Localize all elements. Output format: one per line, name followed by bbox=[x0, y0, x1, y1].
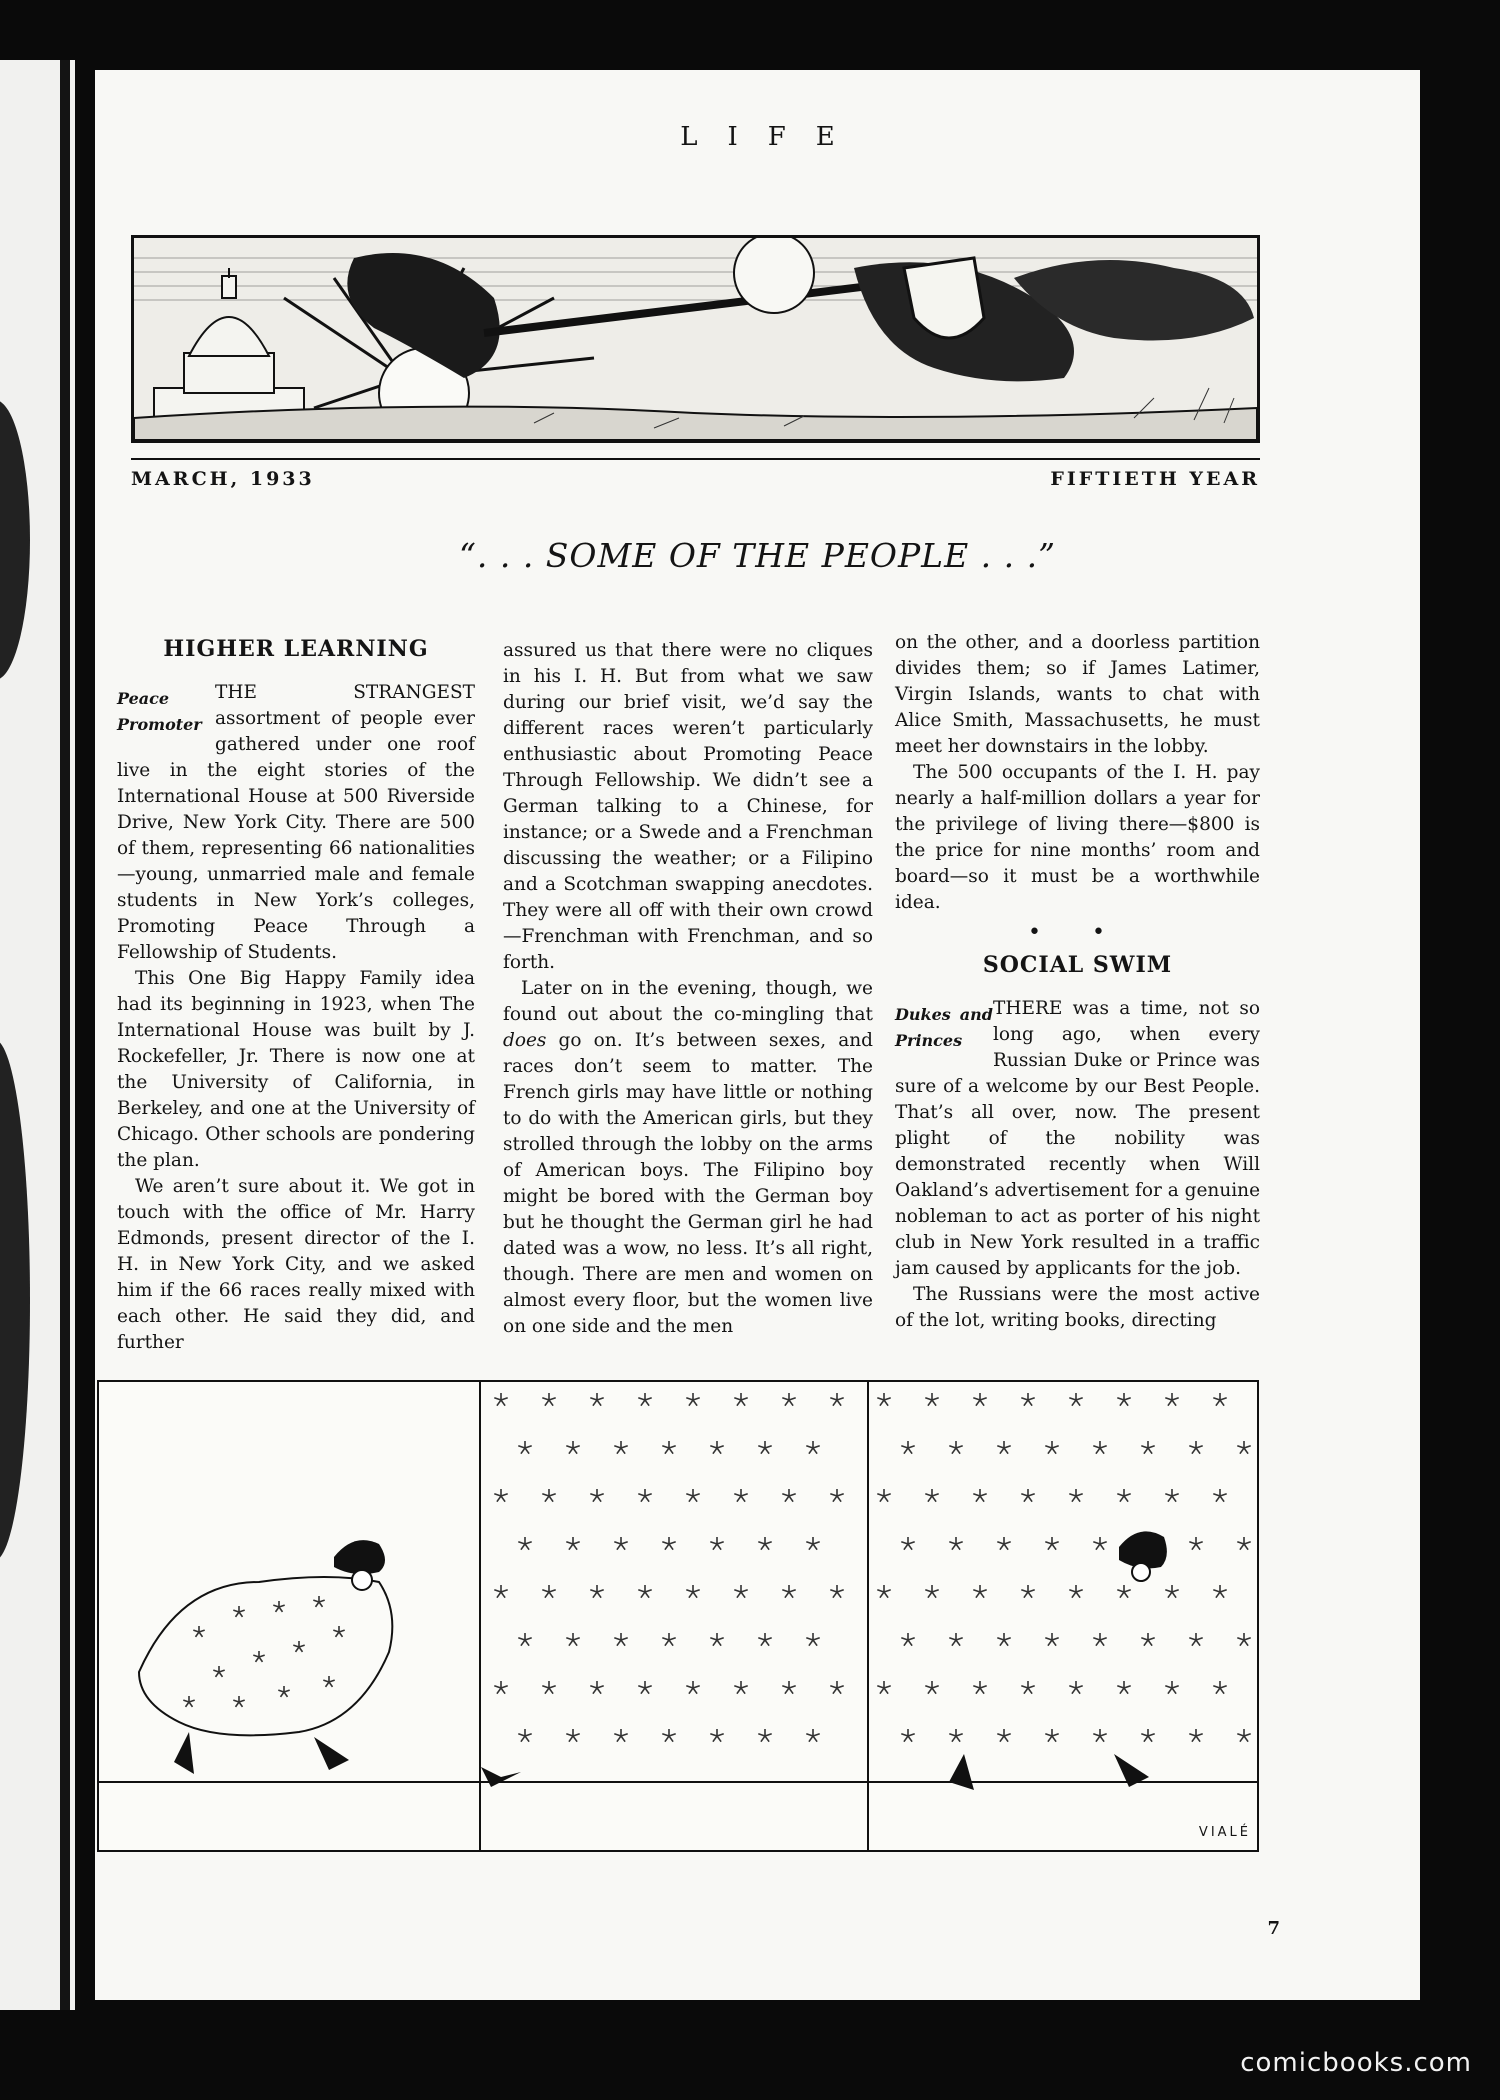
star-pattern-mark bbox=[518, 1537, 531, 1550]
star-pattern-mark bbox=[590, 1393, 603, 1406]
star-pattern-mark bbox=[901, 1633, 914, 1646]
page-gutter bbox=[60, 60, 70, 2010]
star-pattern-mark bbox=[1213, 1585, 1226, 1598]
star-pattern-mark bbox=[566, 1537, 579, 1550]
star-pattern-mark bbox=[614, 1441, 627, 1454]
text-column-2 bbox=[503, 638, 873, 1340]
star-pattern-mark bbox=[1189, 1729, 1202, 1742]
shoes bbox=[949, 1754, 1149, 1790]
star-pattern-mark bbox=[782, 1489, 795, 1502]
face bbox=[352, 1570, 372, 1590]
woman-figure bbox=[139, 1577, 392, 1735]
star-pattern-mark bbox=[830, 1393, 843, 1406]
cartoon-panel-2 bbox=[481, 1382, 869, 1850]
star-pattern-mark bbox=[686, 1393, 699, 1406]
star-pattern-mark bbox=[1213, 1681, 1226, 1694]
star-pattern-mark bbox=[1021, 1393, 1034, 1406]
star-pattern-mark bbox=[590, 1681, 603, 1694]
dateline bbox=[131, 458, 1260, 490]
star-pattern-mark bbox=[1189, 1633, 1202, 1646]
watermark: comicbooks.com bbox=[1240, 2048, 1472, 2078]
shoe bbox=[481, 1767, 521, 1787]
star-pattern-mark bbox=[494, 1393, 507, 1406]
star-pattern-mark bbox=[1141, 1729, 1154, 1742]
star-pattern-mark bbox=[590, 1585, 603, 1598]
star-pattern-mark bbox=[638, 1681, 651, 1694]
star-pattern-mark bbox=[710, 1537, 723, 1550]
star-pattern-mark bbox=[925, 1393, 938, 1406]
star-pattern bbox=[877, 1393, 1250, 1742]
page-number: 7 bbox=[1267, 1918, 1280, 1939]
star-pattern-mark bbox=[1117, 1585, 1130, 1598]
star-pattern-mark bbox=[782, 1585, 795, 1598]
star-pattern-mark bbox=[686, 1585, 699, 1598]
star-pattern-mark bbox=[830, 1585, 843, 1598]
star-pattern-mark bbox=[997, 1441, 1010, 1454]
star-pattern-mark bbox=[949, 1441, 962, 1454]
star-pattern-mark bbox=[566, 1633, 579, 1646]
paragraph: on the other, and a doorless partition divides them; so if James Latimer, Virgin Islands, wants to chat with Alice Smith, Massachusetts, he must meet her downstairs in the lobby. bbox=[895, 632, 1260, 757]
star-pattern-mark bbox=[1165, 1585, 1178, 1598]
star-pattern-mark bbox=[997, 1729, 1010, 1742]
section2-lead-text: THERE was a time, not so long ago, when every Russian Duke or Prince was sure of a welcome by our Best People. That’s all over, now. The present plight of the nobility was demonstrated recently when Will Oakland’s advertisement for a genuine nobleman to act as porter of his night club in New York resulted in a traffic jam caused by applicants for the job. bbox=[895, 998, 1261, 1279]
star-pattern-mark bbox=[1069, 1489, 1082, 1502]
shoes bbox=[174, 1732, 349, 1774]
star-pattern-mark bbox=[1093, 1441, 1106, 1454]
star-pattern-mark bbox=[1045, 1441, 1058, 1454]
star-pattern-mark bbox=[494, 1489, 507, 1502]
star-pattern-mark bbox=[1141, 1441, 1154, 1454]
star-pattern-mark bbox=[806, 1633, 819, 1646]
paragraph: assured us that there were no cliques in his I. H. But from what we saw during our brief visit, we’d say the different races weren’t particularly enthusiastic about Promoting Peace Through Fellowship. We didn’t see a German talking to a Chinese, for instance; or a Swede and a Frenchman discussing the weather; or a Filipino and a Scotchman swapping anecdotes. They were all off with their own crowd—Frenchman with Frenchman, and so forth. bbox=[503, 640, 873, 973]
section2-lead-paragraph bbox=[895, 996, 1260, 1282]
star-pattern-mark bbox=[1165, 1681, 1178, 1694]
star-pattern-mark bbox=[1069, 1393, 1082, 1406]
star-pattern-mark bbox=[830, 1489, 843, 1502]
star-pattern-mark bbox=[518, 1633, 531, 1646]
sidenote-dukes-and-princes: Dukes and Princes bbox=[895, 1005, 993, 1050]
cartoon-strip bbox=[97, 1380, 1259, 1852]
star-pattern bbox=[494, 1393, 843, 1742]
issue-date: MARCH, 1933 bbox=[131, 468, 315, 490]
paragraph-text: go on. It’s between sexes, and races don’t seem to matter. The French girls may have little or nothing to do with the American girls, but they strolled through the lobby on the arms of American boys. The Filipino boy might be bored with the German boy but he thought the German girl he had dated was a wow, no less. It’s all right, though. There are men and women on almost every floor, but the women live on one side and the men bbox=[503, 1030, 873, 1337]
star-pattern-mark bbox=[566, 1729, 579, 1742]
hat bbox=[334, 1540, 385, 1574]
star-pattern-mark bbox=[1093, 1633, 1106, 1646]
section-separator: • • bbox=[1028, 920, 1127, 945]
star-pattern-mark bbox=[542, 1489, 555, 1502]
star-pattern-mark bbox=[901, 1729, 914, 1742]
star-pattern-mark bbox=[566, 1441, 579, 1454]
star-pattern-mark bbox=[686, 1489, 699, 1502]
star-pattern-mark bbox=[518, 1729, 531, 1742]
section1-lead-paragraph bbox=[117, 680, 475, 966]
star-pattern-mark bbox=[1093, 1729, 1106, 1742]
star-pattern-mark bbox=[758, 1633, 771, 1646]
paragraph: The 500 occupants of the I. H. pay nearly a half-million dollars a year for the privilege of living there—$800 is the price for nine months’ room and board—so it must be a worthwhile idea. bbox=[895, 762, 1260, 913]
star-pattern-mark bbox=[1045, 1537, 1058, 1550]
star-pattern-mark bbox=[973, 1681, 986, 1694]
star-pattern-mark bbox=[710, 1441, 723, 1454]
star-pattern-mark bbox=[1045, 1633, 1058, 1646]
star-pattern-mark bbox=[973, 1585, 986, 1598]
star-pattern-mark bbox=[662, 1441, 675, 1454]
panel-2-drawing bbox=[481, 1382, 867, 1850]
section1-lead-text: THE STRANGEST assortment of people ever gathered under one roof live in the eight stories of the International House at 500 Riverside Drive, New York City. There are 500 of them, representing 66 nationalities—young, unmarried male and female students in New York’s colleges, Promoting Peace Through a Fellowship of Students. bbox=[117, 682, 475, 963]
star-pattern-mark bbox=[1021, 1681, 1034, 1694]
star-pattern-mark bbox=[494, 1585, 507, 1598]
star-pattern-mark bbox=[1117, 1681, 1130, 1694]
star-pattern-mark bbox=[734, 1585, 747, 1598]
section-title-social-swim: SOCIAL SWIM bbox=[982, 952, 1173, 978]
star-pattern-mark bbox=[758, 1537, 771, 1550]
artist-signature: VIALÉ bbox=[1198, 1825, 1251, 1840]
paragraph-text: Later on in the evening, though, we found out about the co-mingling that bbox=[503, 978, 873, 1025]
star-pattern-mark bbox=[973, 1393, 986, 1406]
star-pattern-mark bbox=[1117, 1393, 1130, 1406]
sidenote-peace-promoter: Peace Promoter bbox=[117, 689, 202, 734]
banner-drawing bbox=[134, 238, 1257, 440]
star-pattern-mark bbox=[518, 1441, 531, 1454]
masthead: LIFE bbox=[680, 122, 865, 152]
star-pattern-mark bbox=[1237, 1441, 1250, 1454]
star-pattern-mark bbox=[662, 1633, 675, 1646]
star-pattern-mark bbox=[949, 1729, 962, 1742]
star-pattern-mark bbox=[1045, 1729, 1058, 1742]
star-pattern-mark bbox=[662, 1729, 675, 1742]
star-pattern-mark bbox=[542, 1585, 555, 1598]
text-column-1 bbox=[117, 630, 475, 1356]
star-pattern-mark bbox=[877, 1681, 890, 1694]
star-pattern-mark bbox=[901, 1537, 914, 1550]
star-pattern-mark bbox=[949, 1633, 962, 1646]
star-pattern-mark bbox=[638, 1585, 651, 1598]
star-pattern-mark bbox=[1237, 1633, 1250, 1646]
star-pattern-mark bbox=[614, 1537, 627, 1550]
star-pattern-mark bbox=[1021, 1489, 1034, 1502]
year-note: FIFTIETH YEAR bbox=[1050, 468, 1260, 490]
star-pattern-mark bbox=[877, 1393, 890, 1406]
facing-page-ink-blot bbox=[0, 1040, 30, 1560]
star-pattern-mark bbox=[542, 1393, 555, 1406]
star-pattern-mark bbox=[758, 1729, 771, 1742]
star-pattern-mark bbox=[1165, 1489, 1178, 1502]
star-pattern-mark bbox=[494, 1681, 507, 1694]
article-headline: “. . . SOME OF THE PEOPLE . . .” bbox=[458, 536, 1056, 575]
star-pattern-mark bbox=[734, 1393, 747, 1406]
star-pattern-mark bbox=[1141, 1633, 1154, 1646]
face bbox=[1132, 1563, 1150, 1581]
star-pattern-mark bbox=[806, 1729, 819, 1742]
star-pattern-mark bbox=[1189, 1441, 1202, 1454]
star-pattern-mark bbox=[1165, 1393, 1178, 1406]
star-pattern-mark bbox=[997, 1633, 1010, 1646]
star-pattern-mark bbox=[686, 1681, 699, 1694]
star-pattern-mark bbox=[877, 1489, 890, 1502]
panel-3-drawing bbox=[869, 1382, 1259, 1850]
star-pattern-mark bbox=[662, 1537, 675, 1550]
star-pattern-mark bbox=[830, 1681, 843, 1694]
star-pattern-mark bbox=[710, 1633, 723, 1646]
paragraph: We aren’t sure about it. We got in touch with the office of Mr. Harry Edmonds, present director of the I. H. in New York City, and we asked him if the 66 races really mixed with each other. He said they did, and further bbox=[117, 1176, 475, 1353]
star-pattern-mark bbox=[614, 1729, 627, 1742]
star-pattern-mark bbox=[949, 1537, 962, 1550]
star-pattern-mark bbox=[542, 1681, 555, 1694]
star-pattern-mark bbox=[638, 1489, 651, 1502]
star-pattern-mark bbox=[1237, 1537, 1250, 1550]
star-pattern-mark bbox=[1189, 1537, 1202, 1550]
star-pattern-mark bbox=[1213, 1489, 1226, 1502]
paragraph: The Russians were the most active of the lot, writing books, directing bbox=[895, 1284, 1260, 1331]
star-pattern-mark bbox=[614, 1633, 627, 1646]
panel-1-drawing bbox=[99, 1382, 479, 1850]
cartoon-panel-1 bbox=[99, 1382, 481, 1850]
star-pattern-mark bbox=[1093, 1537, 1106, 1550]
star-pattern-mark bbox=[1213, 1393, 1226, 1406]
star-pattern-mark bbox=[806, 1441, 819, 1454]
star-pattern-mark bbox=[806, 1537, 819, 1550]
facing-page-ink-blot bbox=[0, 400, 30, 680]
star-pattern-mark bbox=[590, 1489, 603, 1502]
section-title-higher-learning: HIGHER LEARNING bbox=[163, 636, 429, 662]
star-pattern-mark bbox=[758, 1441, 771, 1454]
star-pattern-mark bbox=[925, 1585, 938, 1598]
star-pattern-mark bbox=[782, 1393, 795, 1406]
star-pattern-mark bbox=[1069, 1681, 1082, 1694]
star-pattern-mark bbox=[734, 1489, 747, 1502]
magazine-page bbox=[95, 70, 1420, 2000]
star-pattern-mark bbox=[1237, 1729, 1250, 1742]
paragraph bbox=[503, 976, 873, 1340]
star-pattern-mark bbox=[710, 1729, 723, 1742]
star-pattern-mark bbox=[973, 1489, 986, 1502]
star-pattern-mark bbox=[1021, 1585, 1034, 1598]
emphasis-text: does bbox=[503, 1030, 547, 1051]
text-column-3 bbox=[895, 630, 1260, 1334]
star-pattern-mark bbox=[925, 1489, 938, 1502]
star-pattern-mark bbox=[877, 1585, 890, 1598]
star-pattern-mark bbox=[638, 1393, 651, 1406]
star-pattern-mark bbox=[734, 1681, 747, 1694]
banner-illustration bbox=[131, 235, 1260, 443]
paragraph: This One Big Happy Family idea had its beginning in 1923, when The International House was built by J. Rockefeller, Jr. There is now one at the University of California, in Berkeley, and one at the University of Chicago. Other schools are pondering the plan. bbox=[117, 968, 475, 1171]
star-pattern-mark bbox=[1117, 1489, 1130, 1502]
star-pattern-mark bbox=[925, 1681, 938, 1694]
star-pattern-mark bbox=[1069, 1585, 1082, 1598]
cartoon-panel-3 bbox=[869, 1382, 1259, 1850]
star-pattern-mark bbox=[997, 1537, 1010, 1550]
star-pattern-mark bbox=[782, 1681, 795, 1694]
star-pattern-mark bbox=[901, 1441, 914, 1454]
